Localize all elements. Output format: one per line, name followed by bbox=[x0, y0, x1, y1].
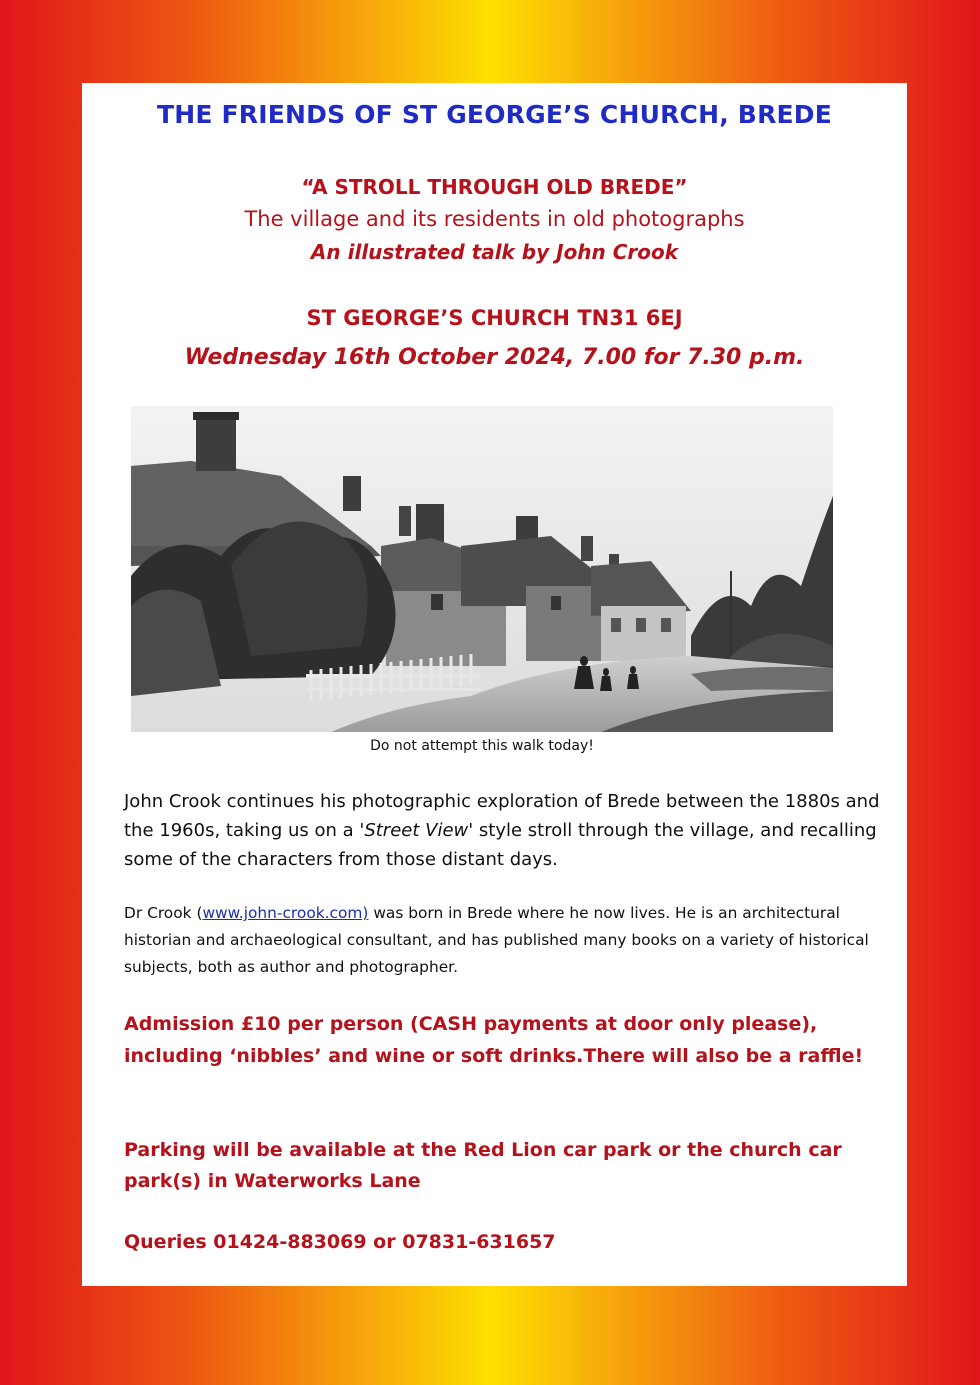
intro-paragraph bbox=[124, 787, 884, 874]
talk-subtitle: The village and its residents in old photographs bbox=[244, 207, 745, 231]
venue: ST GEORGE’S CHURCH TN31 6EJ bbox=[306, 306, 683, 330]
talk-title: “A STROLL THROUGH OLD BREDE” bbox=[301, 175, 688, 199]
speaker-line: An illustrated talk by John Crook bbox=[310, 240, 679, 264]
event-date: Wednesday 16th October 2024, 7.00 for 7.30 p.m. bbox=[184, 345, 805, 370]
queries-info: Queries 01424-883069 or 07831-631657 bbox=[124, 1231, 556, 1253]
village-street-photo bbox=[131, 406, 833, 732]
bio-paragraph bbox=[124, 900, 884, 981]
parking-info: Parking will be available at the Red Lion car park or the church car park(s) in Waterworks Lane bbox=[124, 1139, 842, 1192]
intro-text-2: ' style stroll through the village, and recalling some of the characters from those distant days. bbox=[124, 820, 877, 870]
photo-caption: Do not attempt this walk today! bbox=[370, 738, 594, 754]
intro-text-1: John Crook continues his photographic exploration of Brede between the 1880s and the 1960s, taking us on a ' bbox=[124, 791, 880, 841]
street-view-emphasis: Street View bbox=[364, 820, 469, 841]
admission-info: Admission £10 per person (CASH payments at door only please), including ‘nibbles’ and wine or soft drinks.There will also be a raffle! bbox=[124, 1013, 864, 1067]
bio-text-1: Dr Crook ( bbox=[124, 904, 203, 922]
page-title: THE FRIENDS OF ST GEORGE’S CHURCH, BREDE bbox=[156, 100, 833, 129]
website-link[interactable]: www.john-crook.com) bbox=[202, 904, 369, 922]
bio-text-2: was born in Brede where he now lives. He is an architectural historian and archaeological consultant, and has published many books on a variety of historical subjects, both as author and photographer. bbox=[124, 904, 869, 976]
poster-sheet bbox=[82, 83, 907, 1286]
